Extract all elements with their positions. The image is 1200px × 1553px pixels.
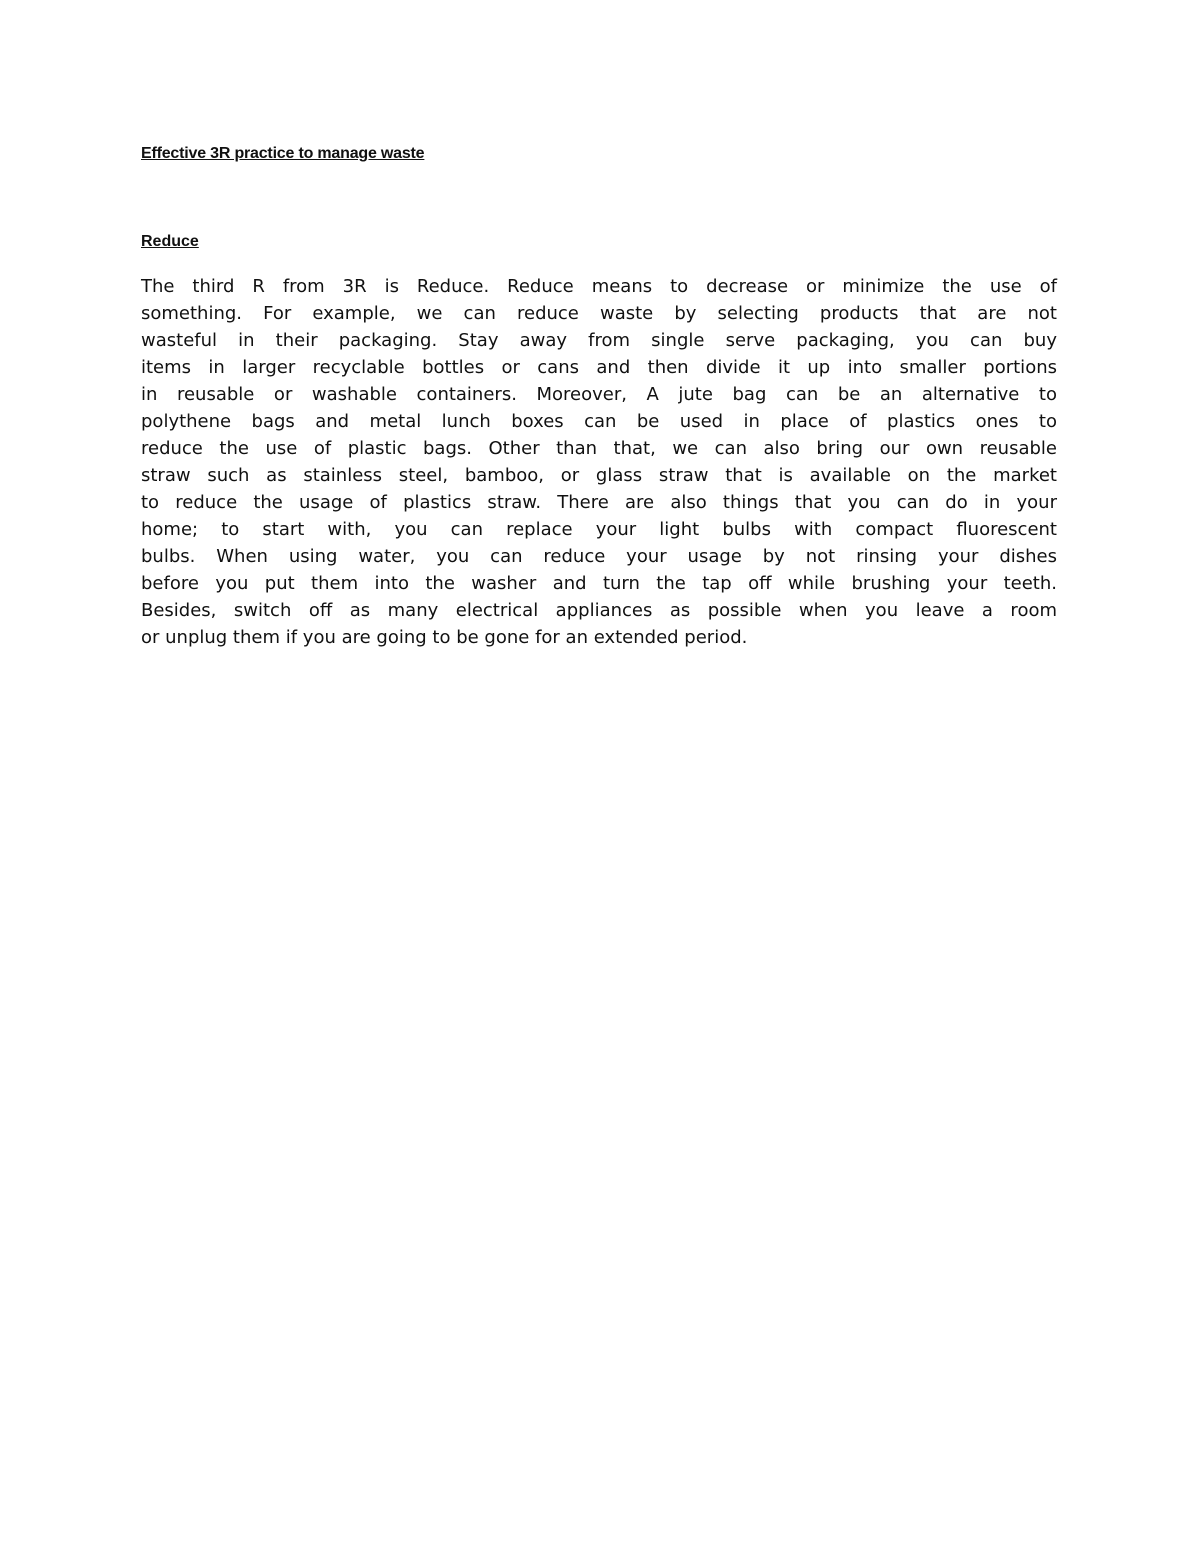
paragraph-line: wasteful in their packaging. Stay away from single serve packaging, you can buy xyxy=(141,330,1057,351)
paragraph-line: polythene bags and metal lunch boxes can be used in place of plastics ones to xyxy=(141,411,1057,432)
paragraph-line: before you put them into the washer and turn the tap off while brushing your teeth. xyxy=(141,573,1057,594)
paragraph-line: Besides, switch off as many electrical appliances as possible when you leave a room xyxy=(141,600,1057,621)
paragraph-line: in reusable or washable containers. Moreover, A jute bag can be an alternative to xyxy=(141,384,1057,405)
paragraph-line: to reduce the usage of plastics straw. There are also things that you can do in your xyxy=(141,492,1057,513)
paragraph-line: reduce the use of plastic bags. Other than that, we can also bring our own reusable xyxy=(141,438,1057,459)
paragraph-line: straw such as stainless steel, bamboo, or glass straw that is available on the market xyxy=(141,465,1057,486)
section-heading-reduce: Reduce xyxy=(141,233,199,250)
paragraph-line: bulbs. When using water, you can reduce your usage by not rinsing your dishes xyxy=(141,546,1057,567)
reduce-paragraph xyxy=(141,273,1057,651)
paragraph-line: something. For example, we can reduce waste by selecting products that are not xyxy=(141,303,1057,324)
paragraph-line: items in larger recyclable bottles or cans and then divide it up into smaller portions xyxy=(141,357,1057,378)
paragraph-line: or unplug them if you are going to be gone for an extended period. xyxy=(141,627,748,648)
paragraph-line: The third R from 3R is Reduce. Reduce means to decrease or minimize the use of xyxy=(141,276,1057,297)
paragraph-line: home; to start with, you can replace your light bulbs with compact fluorescent xyxy=(141,519,1057,540)
document-title: Effective 3R practice to manage waste xyxy=(141,145,425,162)
